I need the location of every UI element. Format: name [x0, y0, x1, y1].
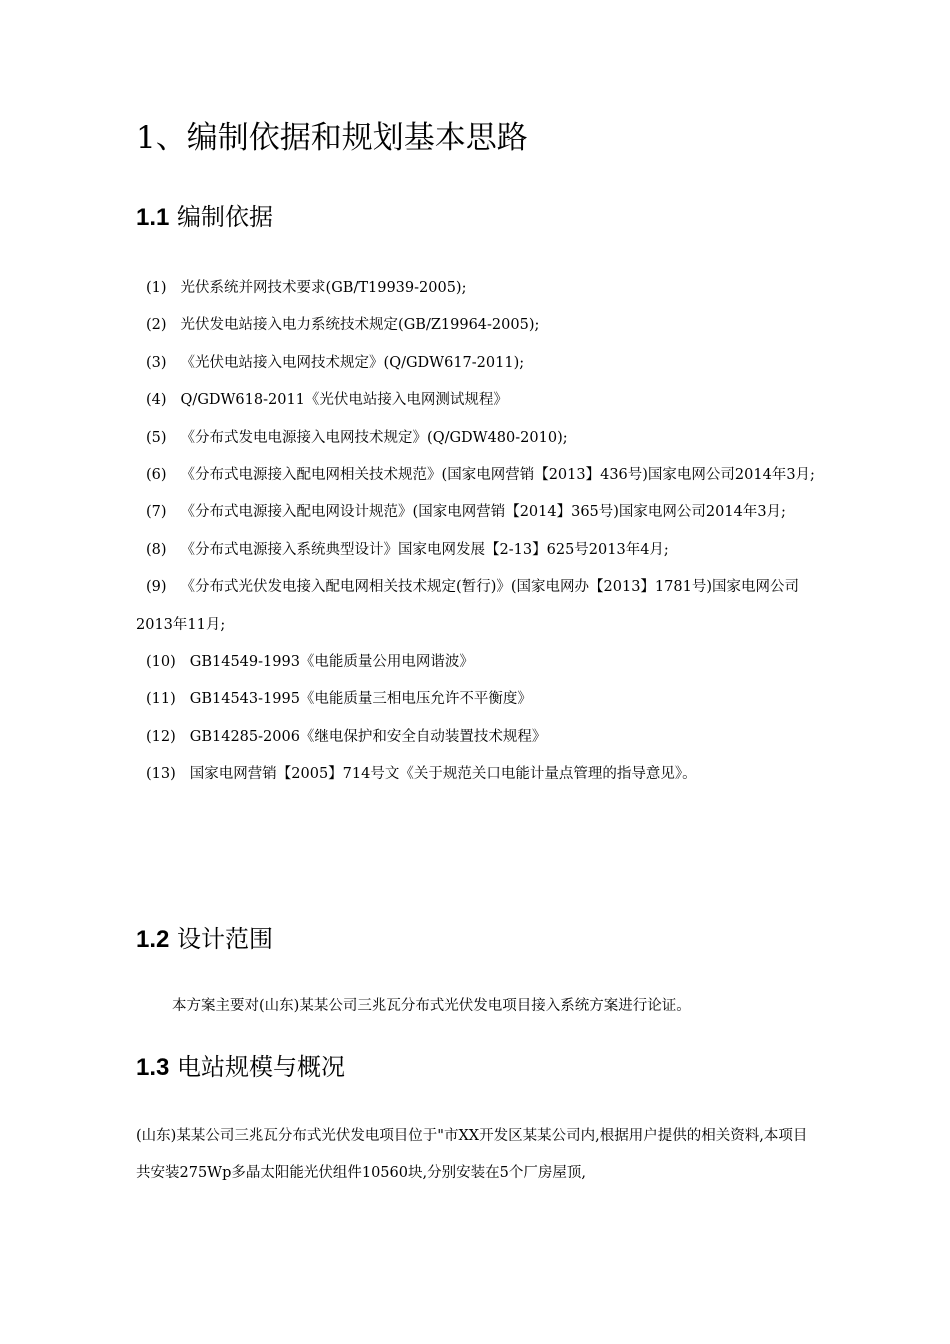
- reference-text: 《分布式电源接入系统典型设计》国家电网发展【2-13】625号2013年4月;: [180, 541, 669, 558]
- reference-list: [136, 270, 816, 794]
- reference-item: [136, 756, 816, 793]
- reference-text: 《光伏电站接入电网技术规定》(Q/GDW617-2011);: [180, 354, 525, 371]
- section-heading-1-3: [136, 1050, 345, 1085]
- reference-text: 《分布式光伏发电接入配电网相关技术规定(暂行)》(国家电网办【2013】1781号)国家电网公司2013年11月;: [136, 579, 799, 633]
- reference-item: [136, 494, 816, 531]
- reference-index: (5): [146, 429, 167, 446]
- reference-item: [136, 420, 816, 457]
- reference-text: GB14285-2006《继电保护和安全自动装置技术规程》: [189, 728, 547, 745]
- heading-1: 1、编制依据和规划基本思路: [136, 120, 528, 156]
- reference-text: Q/GDW618-2011《光伏电站接入电网测试规程》: [180, 392, 508, 409]
- reference-text: 光伏发电站接入电力系统技术规定(GB/Z19964-2005);: [180, 317, 540, 334]
- reference-index: (12): [146, 728, 176, 745]
- reference-item: [136, 307, 816, 344]
- reference-item: [136, 569, 816, 644]
- overview-paragraph: (山东)某某公司三兆瓦分布式光伏发电项目位于"市XX开发区某某公司内,根据用户提供的相关资料,本项目共安装275Wp多晶太阳能光伏组件10560块,分别安装在5个厂房屋顶,: [136, 1128, 808, 1182]
- reference-index: (7): [146, 504, 167, 521]
- section-number: 1.2: [136, 926, 170, 953]
- section-title: 电站规模与概况: [177, 1053, 346, 1081]
- section-heading-1-2: [136, 922, 273, 957]
- reference-index: (9): [146, 579, 167, 596]
- reference-index: (13): [146, 766, 176, 783]
- reference-text: 《分布式电源接入配电网相关技术规范》(国家电网营销【2013】436号)国家电网公司2014年3月;: [180, 467, 815, 484]
- reference-text: GB14543-1995《电能质量三相电压允许不平衡度》: [189, 691, 532, 708]
- reference-item: [136, 382, 816, 419]
- section-title: 编制依据: [177, 203, 274, 231]
- scope-paragraph: 本方案主要对(山东)某某公司三兆瓦分布式光伏发电项目接入系统方案进行论证。: [172, 998, 691, 1014]
- reference-index: (1): [146, 280, 167, 296]
- reference-item: [136, 532, 816, 569]
- reference-text: GB14549-1993《电能质量公用电网谐波》: [189, 654, 474, 671]
- reference-index: (10): [146, 654, 176, 671]
- reference-item: [136, 345, 816, 382]
- reference-index: (2): [146, 317, 167, 334]
- reference-index: (4): [146, 392, 167, 409]
- section-title: 设计范围: [177, 925, 274, 953]
- reference-text: 国家电网营销【2005】714号文《关于规范关口电能计量点管理的指导意见》。: [189, 766, 697, 783]
- reference-index: (8): [146, 541, 167, 558]
- reference-item: [136, 270, 816, 307]
- reference-item: [136, 719, 816, 756]
- section-number: 1.1: [136, 204, 170, 231]
- reference-item: [136, 457, 816, 494]
- reference-text: 光伏系统并网技术要求(GB/T19939-2005);: [180, 280, 467, 296]
- reference-text: 《分布式发电电源接入电网技术规定》(Q/GDW480-2010);: [180, 429, 568, 446]
- reference-item: [136, 644, 816, 681]
- reference-index: (11): [146, 691, 176, 708]
- reference-item: [136, 681, 816, 718]
- reference-text: 《分布式电源接入配电网设计规范》(国家电网营销【2014】365号)国家电网公司2014年3月;: [180, 504, 786, 521]
- reference-index: (6): [146, 467, 167, 484]
- reference-index: (3): [146, 354, 167, 371]
- section-number: 1.3: [136, 1054, 170, 1081]
- section-heading-1-1: [136, 200, 273, 235]
